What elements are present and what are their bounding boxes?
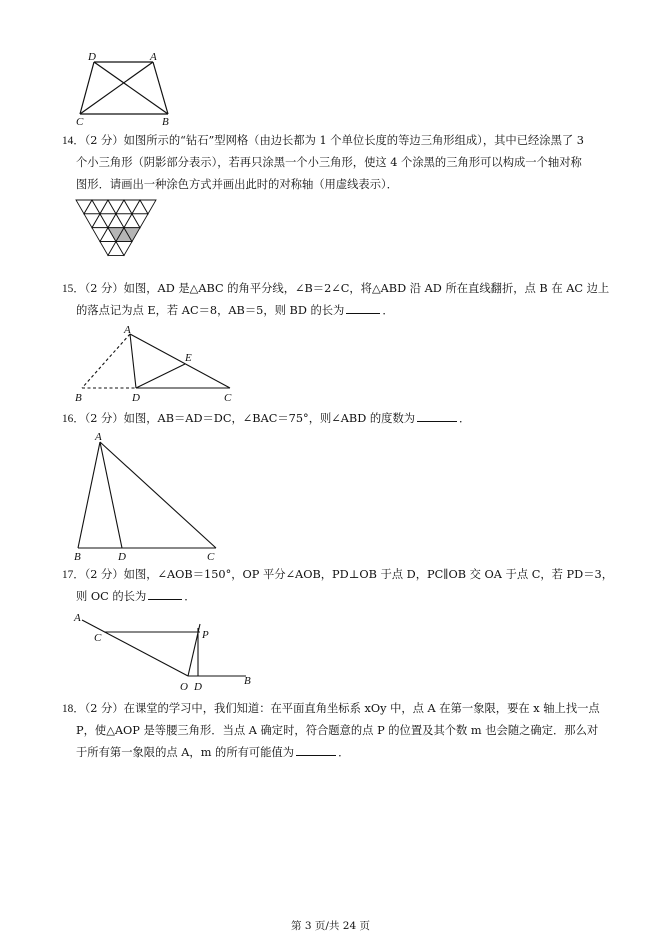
label-e: E — [185, 352, 192, 364]
label-a: A — [74, 612, 81, 624]
label-d: D — [118, 551, 126, 563]
figure-q15 — [68, 322, 248, 404]
label-d: D — [194, 681, 202, 693]
label-a: A — [95, 431, 102, 443]
label-c: C — [94, 632, 102, 644]
label-b: B — [74, 551, 81, 563]
q14-number: 14． — [62, 135, 85, 147]
q18-period: ． — [338, 746, 350, 759]
q17-text-2: 则 OC 的长为 — [76, 590, 147, 603]
q16-points: （2 分） — [84, 412, 124, 425]
label-b: B — [75, 392, 82, 404]
q16-answer-blank[interactable] — [417, 409, 457, 422]
q14-line-1 — [62, 130, 612, 152]
q15-line-1 — [62, 278, 612, 300]
label-b: B — [162, 116, 169, 128]
label-a: A — [150, 51, 157, 63]
q17-text-1: 如图，∠AOB＝150°，OP 平分∠AOB，PD⊥OB 于点 D，PC∥OB 交 OA 于点 C，若 PD＝3， — [123, 568, 613, 581]
q18-line-1 — [62, 698, 612, 720]
q18-answer-blank[interactable] — [296, 743, 336, 756]
q17-points: （2 分） — [84, 568, 124, 581]
page-footer: 第 3 页/共 24 页 — [291, 920, 370, 932]
label-d: D — [132, 392, 140, 404]
q18-line-2: P，使△AOP 是等腰三角形．当点 A 确定时，符合题意的点 P 的位置及其个数 m 也会随之确定．那么对 — [76, 724, 599, 737]
question-17 — [62, 564, 612, 608]
question-16 — [62, 408, 612, 430]
label-c: C — [207, 551, 215, 563]
q15-points: （2 分） — [84, 282, 124, 295]
q15-number: 15． — [62, 283, 85, 295]
q18-points: （2 分） — [84, 702, 124, 715]
q16-number: 16． — [62, 413, 85, 425]
q18-text-1: 在课堂的学习中，我们知道：在平面直角坐标系 xOy 中，点 A 在第一象限，要在 x 轴上找一点 — [123, 702, 600, 715]
question-18 — [62, 698, 612, 764]
q15-line-2 — [62, 300, 612, 322]
q17-period: ． — [184, 590, 196, 603]
diamond-grid-figure — [72, 196, 162, 276]
q14-line-3: 图形．请画出一种涂色方式并画出此时的对称轴（用虚线表示）． — [76, 178, 398, 191]
label-d: D — [88, 51, 96, 63]
question-15 — [62, 278, 612, 322]
q15-period: ． — [382, 304, 394, 317]
question-14 — [62, 130, 612, 196]
figure-q16 — [68, 428, 228, 566]
label-p: P — [202, 629, 209, 641]
q16-period: ． — [459, 412, 471, 425]
q18-line-3 — [62, 742, 612, 764]
figure-q13 — [68, 48, 188, 128]
label-c: C — [224, 392, 232, 404]
label-c: C — [76, 116, 84, 128]
q14-text-1: 如图所示的“钻石”型网格（由边长都为 1 个单位长度的等边三角形组成），其中已经涂黑了 3 — [123, 134, 584, 147]
q17-number: 17． — [62, 569, 85, 581]
q15-answer-blank[interactable] — [346, 301, 380, 314]
q16-line-1 — [62, 408, 612, 430]
q14-line-2: 个小三角形（阴影部分表示），若再只涂黑一个小三角形，使这 4 个涂黑的三角形可以构成一个轴对称 — [76, 156, 582, 169]
q18-number: 18． — [62, 703, 85, 715]
q18-text-3: 于所有第一象限的点 A，m 的所有可能值为 — [76, 746, 295, 759]
label-o: O — [180, 681, 188, 693]
q17-line-1 — [62, 564, 612, 586]
q16-text-1: 如图，AB＝AD＝DC，∠BAC＝75°，则∠ABD 的度数为 — [123, 412, 416, 425]
figure-q17 — [68, 608, 268, 694]
q15-text-1: 如图，AD 是△ABC 的角平分线，∠B＝2∠C，将△ABD 沿 AD 所在直线翻折，点 B 在 AC 边上 — [123, 282, 610, 295]
q17-line-2 — [62, 586, 612, 608]
q14-points: （2 分） — [84, 134, 124, 147]
q15-text-2: 的落点记为点 E，若 AC＝8，AB＝5，则 BD 的长为 — [76, 304, 345, 317]
q17-answer-blank[interactable] — [148, 587, 182, 600]
label-a: A — [124, 324, 131, 336]
label-b: B — [244, 675, 251, 687]
